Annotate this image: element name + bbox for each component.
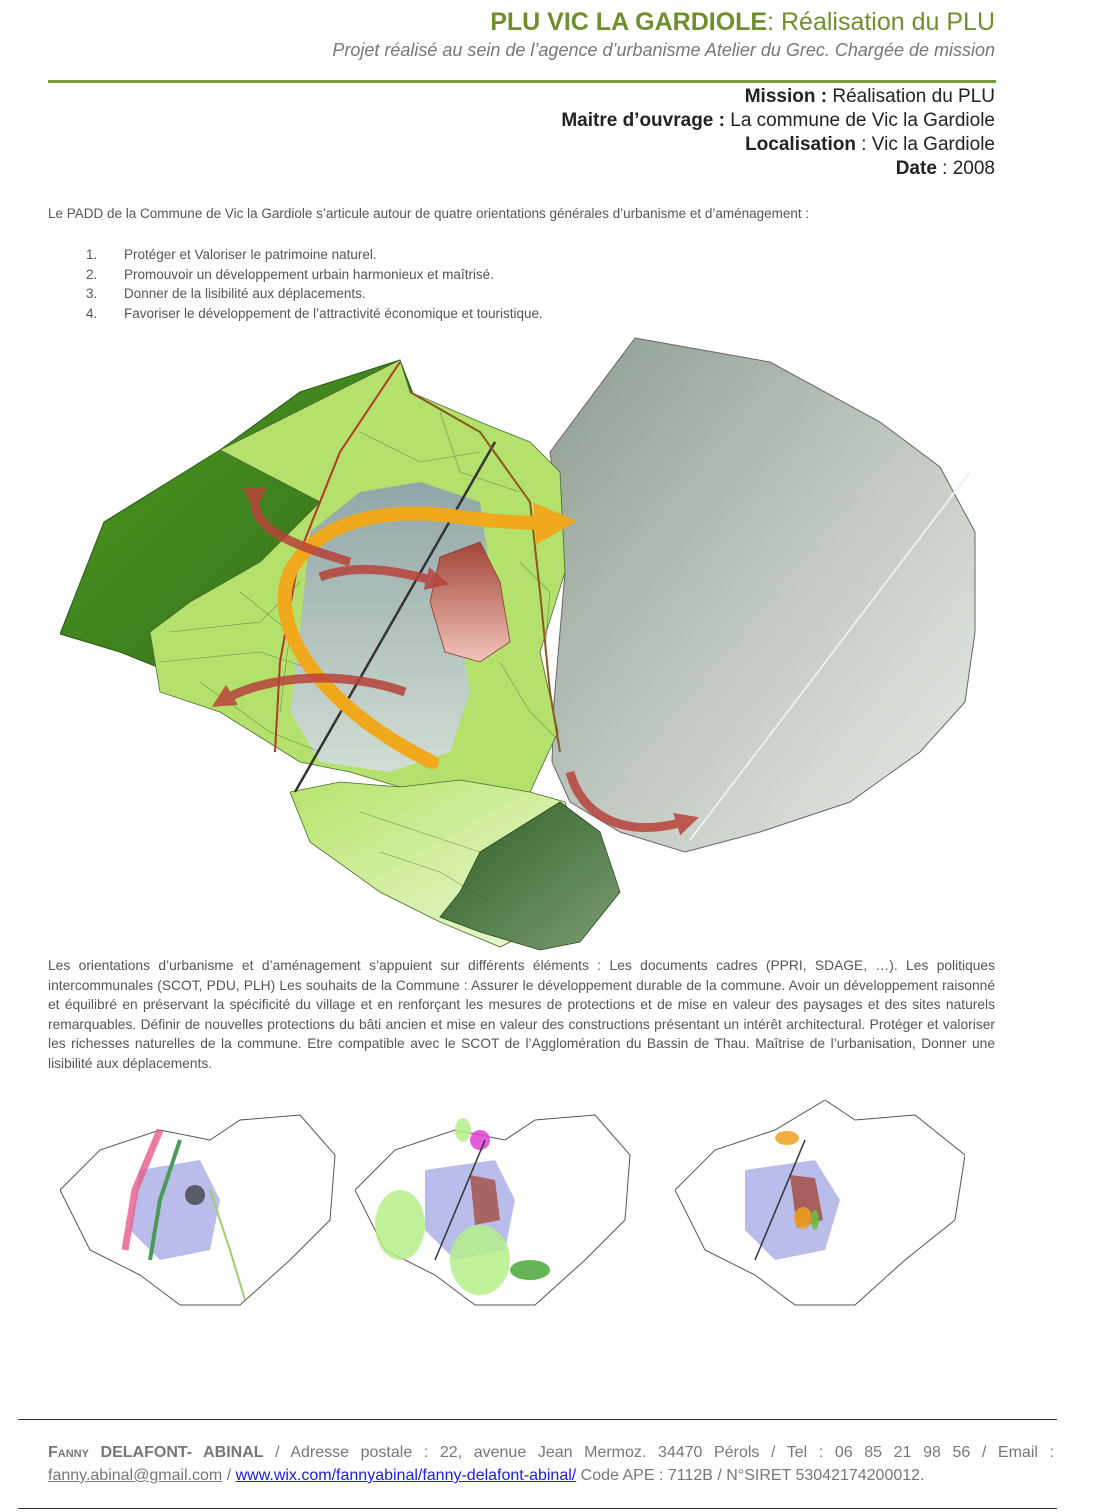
list-item-number: 2. [86,266,98,282]
mini-map-deplacements [60,1100,350,1315]
author-name: Fanny DELAFONT- ABINAL [48,1444,264,1461]
footer-separator: / [263,1444,291,1461]
meta-date [896,158,995,180]
meta-location [745,134,995,156]
list-item-text: Promouvoir un développement urbain harmonieux et maîtrisé. [124,266,494,282]
mini-wetland [510,1260,550,1280]
footer-legal: Code APE : 7112B / N°SIRET 53042174200012. [576,1467,925,1484]
meta-date-label: Date [895,158,937,179]
mini-tourism-zone [811,1210,819,1230]
meta-date-value: : 2008 [936,158,995,179]
footer-bottom-divider [18,1508,1057,1509]
mini-economic-zone [794,1207,812,1229]
list-item [86,265,543,285]
list-item-number: 3. [86,286,98,301]
email-link[interactable]: fanny.abinal@gmail.com [48,1467,223,1484]
meta-mission-label: Mission : [744,86,833,107]
intro-text: Le PADD de la Commune de Vic la Gardiole s’articule autour de quatre orientations générales d’urbanisme et d’aménagement : [48,206,810,221]
meta-client-value: La commune de Vic la Gardiole [730,110,995,131]
mini-map-patrimoine [355,1100,645,1315]
page-subtitle: Projet réalisé au sein de l’agence d’urbanisme Atelier du Grec. Chargée de mission [332,40,995,60]
meta-client-label: Maitre d’ouvrage : [561,110,731,131]
list-item-text: Protéger et Valoriser le patrimoine naturel. [124,247,377,262]
meta-location-label: Localisation [745,134,856,155]
meta-mission [745,86,995,108]
meta-client [561,110,995,132]
website-link[interactable]: www.wix.com/fannyabinal/fanny-delafont-abinal/ [235,1467,577,1484]
footer-line-2 [48,1467,925,1485]
list-item [86,245,543,265]
list-item-number: 4. [86,305,98,321]
list-item-text: Favoriser le développement de l’attractivité économique et touristique. [124,305,543,321]
footer-separator: / [222,1467,236,1484]
footer-address: Adresse postale : 22, avenue Jean Mermoz. 34470 Pérols / Tel : 06 85 21 98 56 / Email : [290,1444,1054,1461]
mini-natural-area [375,1190,425,1260]
list-item [86,284,543,304]
mini-heritage-spot [470,1130,490,1150]
title-bold: PLU VIC LA GARDIOLE [490,8,768,36]
meta-location-value: : Vic la Gardiole [855,134,995,155]
mini-village [185,1185,205,1205]
body-paragraph: Les orientations d’urbanisme et d’aménagement s’appuient sur différents éléments : Les documents cadres (PPRI, SDAGE, …). Les politiques intercommunales (SCOT, PDU, PLH) Les souhaits de la Commune : Assurer le développement durable de la commune. Avoir un développement raisonné et équilibré en préservant la spécificité du village et en renforçant les mesures de protections et de mise en valeur des paysages et des sites naturels remarquables. Définir de nouvelles protections du bâti ancien et mise en valeur des constructions présentant un intérêt architectural. Protéger et valoriser les richesses naturelles de la commune. Etre compatible avec le SCOT de l’Agglomération du Bassin de Thau. Maîtrise de l’urbanisation, Donner une lisibilité aux déplacements. [48,958,995,1071]
mini-natural-area [455,1118,471,1142]
list-item-number: 1. [86,247,98,262]
page-title [490,8,995,37]
meta-mission-value: Réalisation du PLU [832,86,995,107]
footer-line-1 [48,1444,1054,1462]
list-item-text: Donner de la lisibilité aux déplacements. [124,286,366,301]
footer-divider [18,1419,1057,1420]
title-rest: : Réalisation du PLU [767,8,995,36]
list-item [86,304,543,324]
mini-natural-area [450,1225,510,1295]
padd-map [60,332,990,952]
mini-economic-zone [775,1131,799,1145]
lagoon-area [550,338,975,852]
header-divider [48,80,996,83]
orientations-list [86,245,543,323]
mini-map-economie [675,1100,965,1315]
